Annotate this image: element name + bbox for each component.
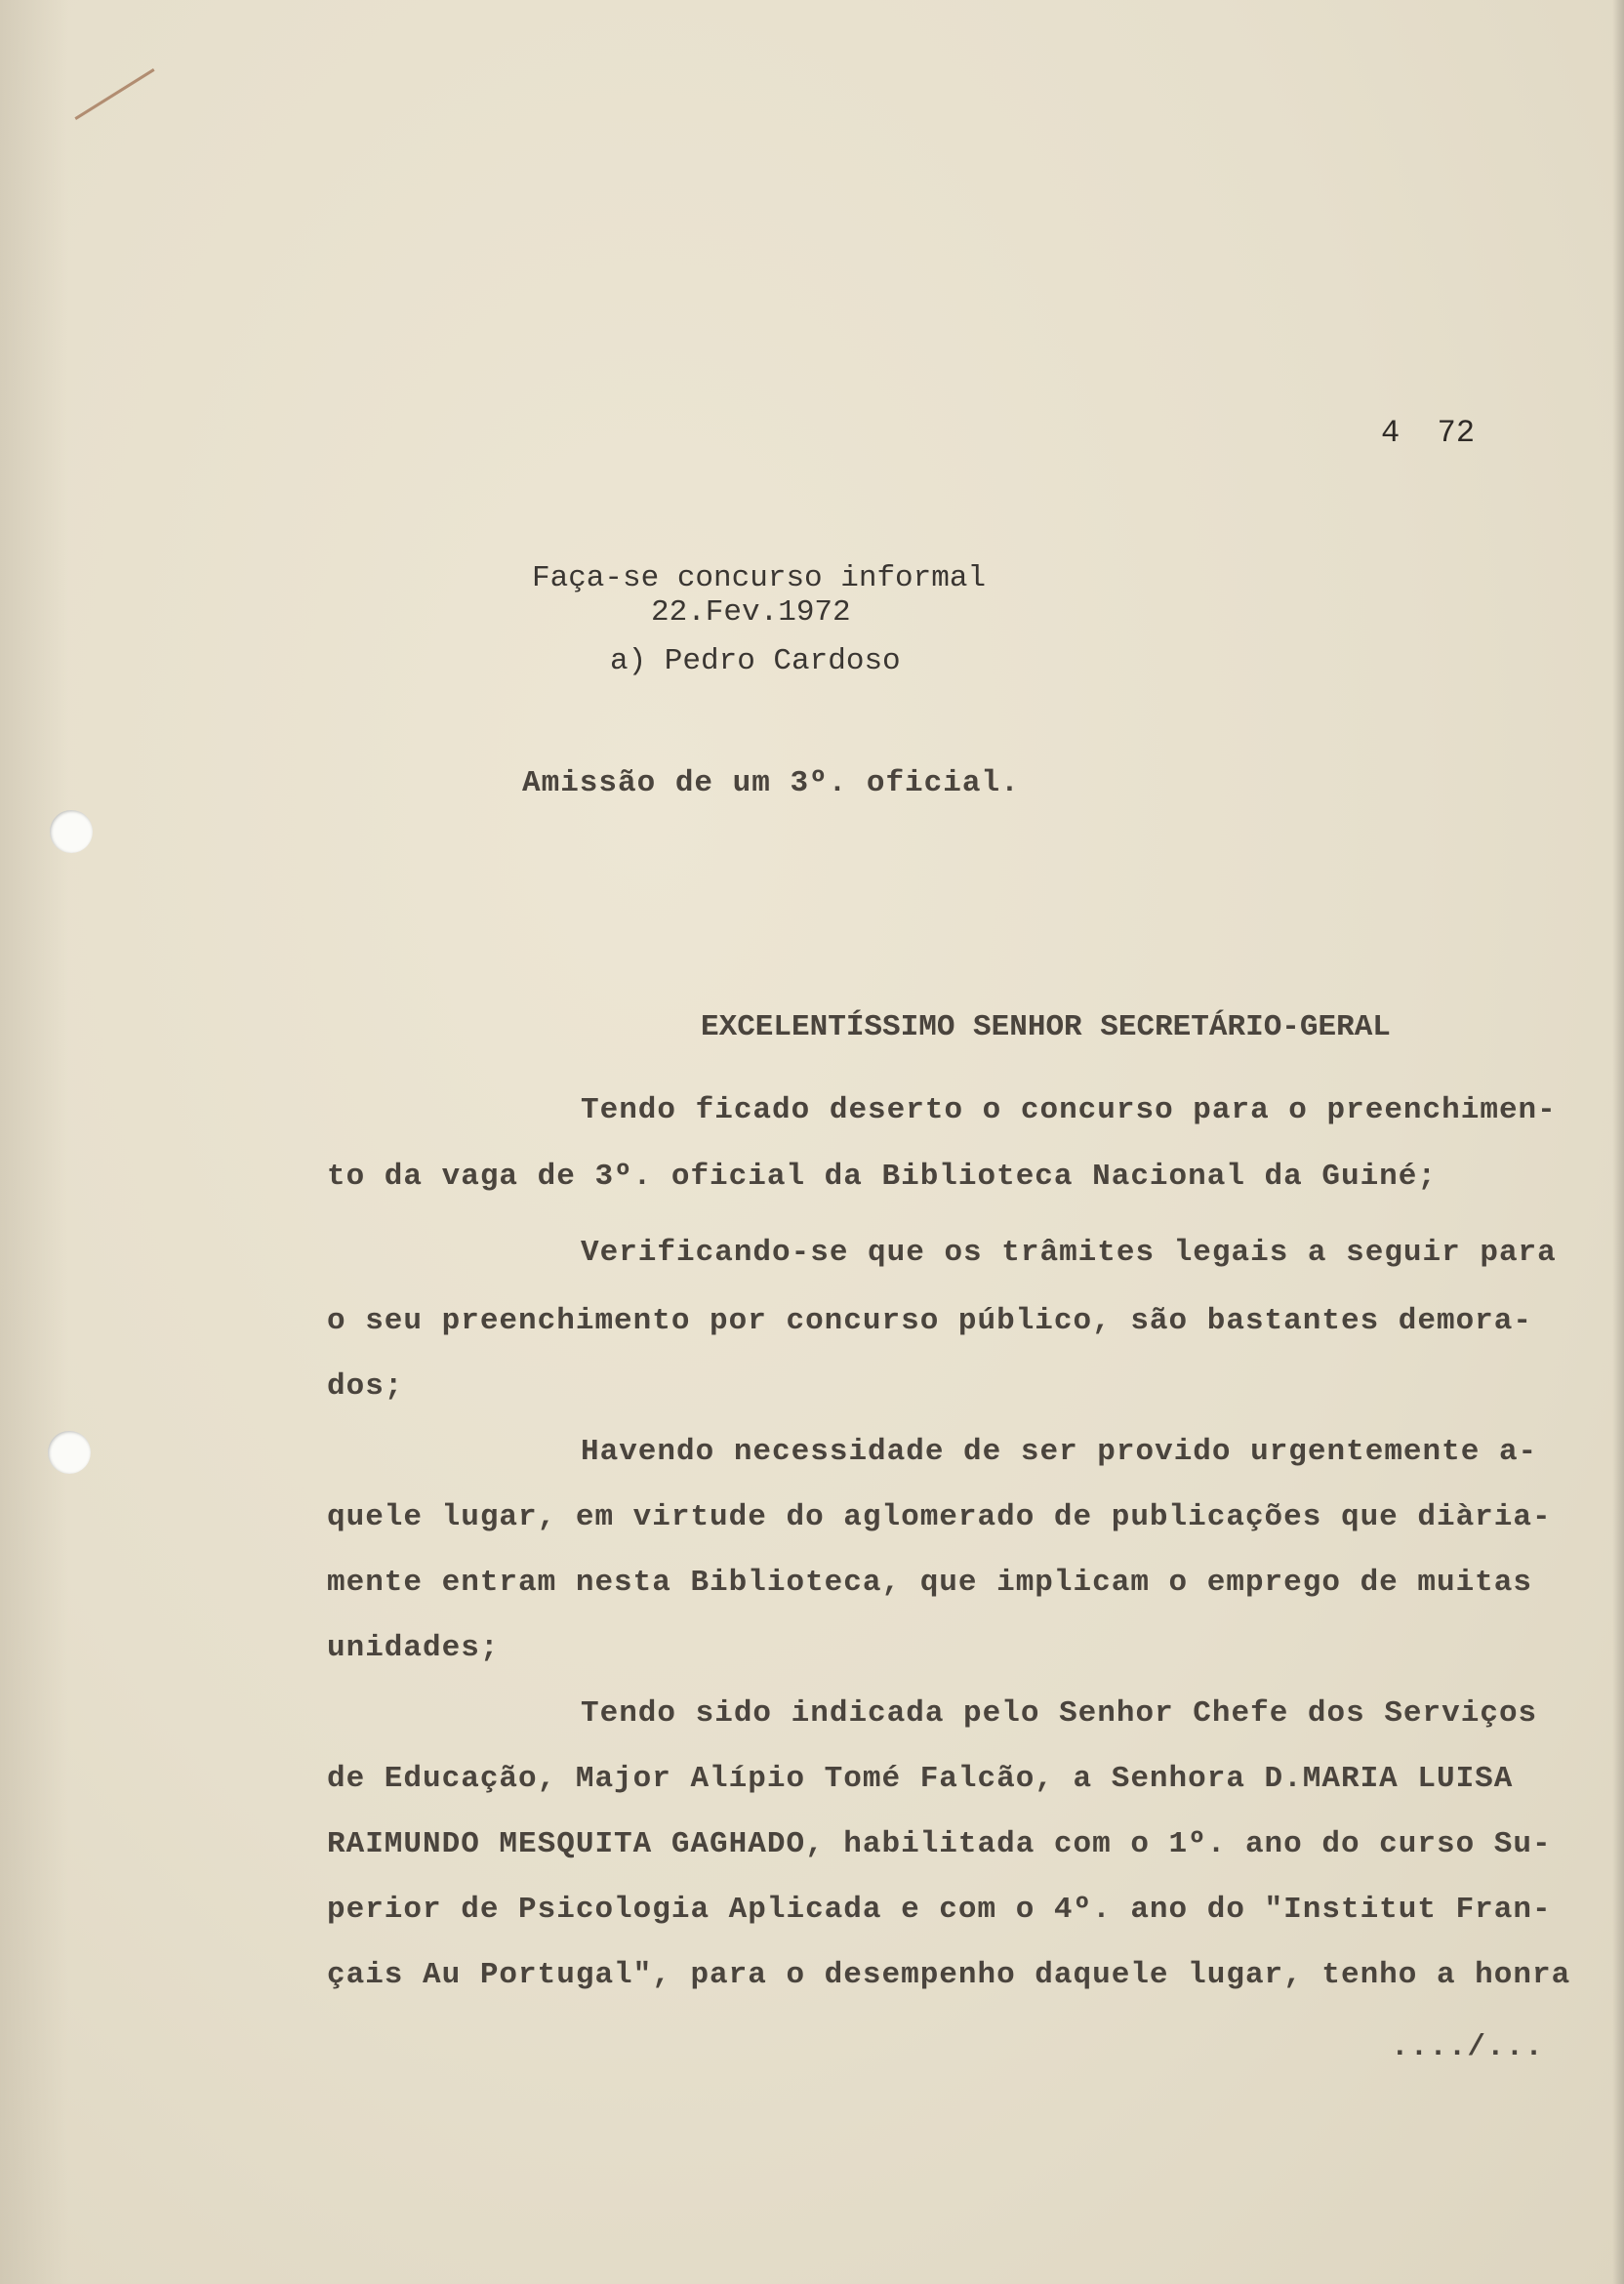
- despacho-signature: a) Pedro Cardoso: [610, 644, 901, 678]
- body-line: Havendo necessidade de ser provido urgentemente a-: [581, 1435, 1538, 1469]
- body-line: çais Au Portugal", para o desempenho daquele lugar, tenho a honra: [327, 1958, 1571, 1992]
- reference-number: 4 72: [1381, 415, 1476, 451]
- body-line-nominee: RAIMUNDO MESQUITA GAGHADO, habilitada com o 1º. ano do curso Su-: [327, 1827, 1552, 1861]
- punch-hole-bottom: [48, 1431, 91, 1474]
- despacho-date: 22.Fev.1972: [651, 595, 851, 630]
- body-line: Verificando-se que os trâmites legais a seguir para: [581, 1236, 1557, 1270]
- punch-hole-top: [50, 810, 93, 853]
- despacho-text: Faça-se concurso informal: [532, 561, 987, 595]
- salutation: EXCELENTÍSSIMO SENHOR SECRETÁRIO-GERAL: [701, 1010, 1391, 1044]
- body-line: dos;: [327, 1369, 404, 1404]
- body-line: de Educação, Major Alípio Tomé Falcão, a Senhora D.MARIA LUISA: [327, 1762, 1514, 1796]
- paper-right-edge: [1612, 0, 1624, 2284]
- body-line: unidades;: [327, 1631, 500, 1665]
- document-subject: Amissão de um 3º. oficial.: [522, 766, 1020, 800]
- body-line: quele lugar, em virtude do aglomerado de publicações que diària-: [327, 1500, 1552, 1534]
- body-line: Tendo sido indicada pelo Senhor Chefe dos Serviços: [581, 1696, 1538, 1731]
- body-line: Tendo ficado deserto o concurso para o preenchimen-: [581, 1093, 1557, 1127]
- paper-fold-shadow: [0, 0, 68, 2284]
- body-line: perior de Psicologia Aplicada e com o 4º. ano do "Institut Fran-: [327, 1893, 1552, 1927]
- body-line: o seu preenchimento por concurso público, são bastantes demora-: [327, 1304, 1532, 1338]
- continuation-mark: ..../...: [1391, 2030, 1544, 2064]
- body-line: mente entram nesta Biblioteca, que implicam o emprego de muitas: [327, 1566, 1532, 1600]
- body-line: to da vaga de 3º. oficial da Biblioteca Nacional da Guiné;: [327, 1160, 1437, 1194]
